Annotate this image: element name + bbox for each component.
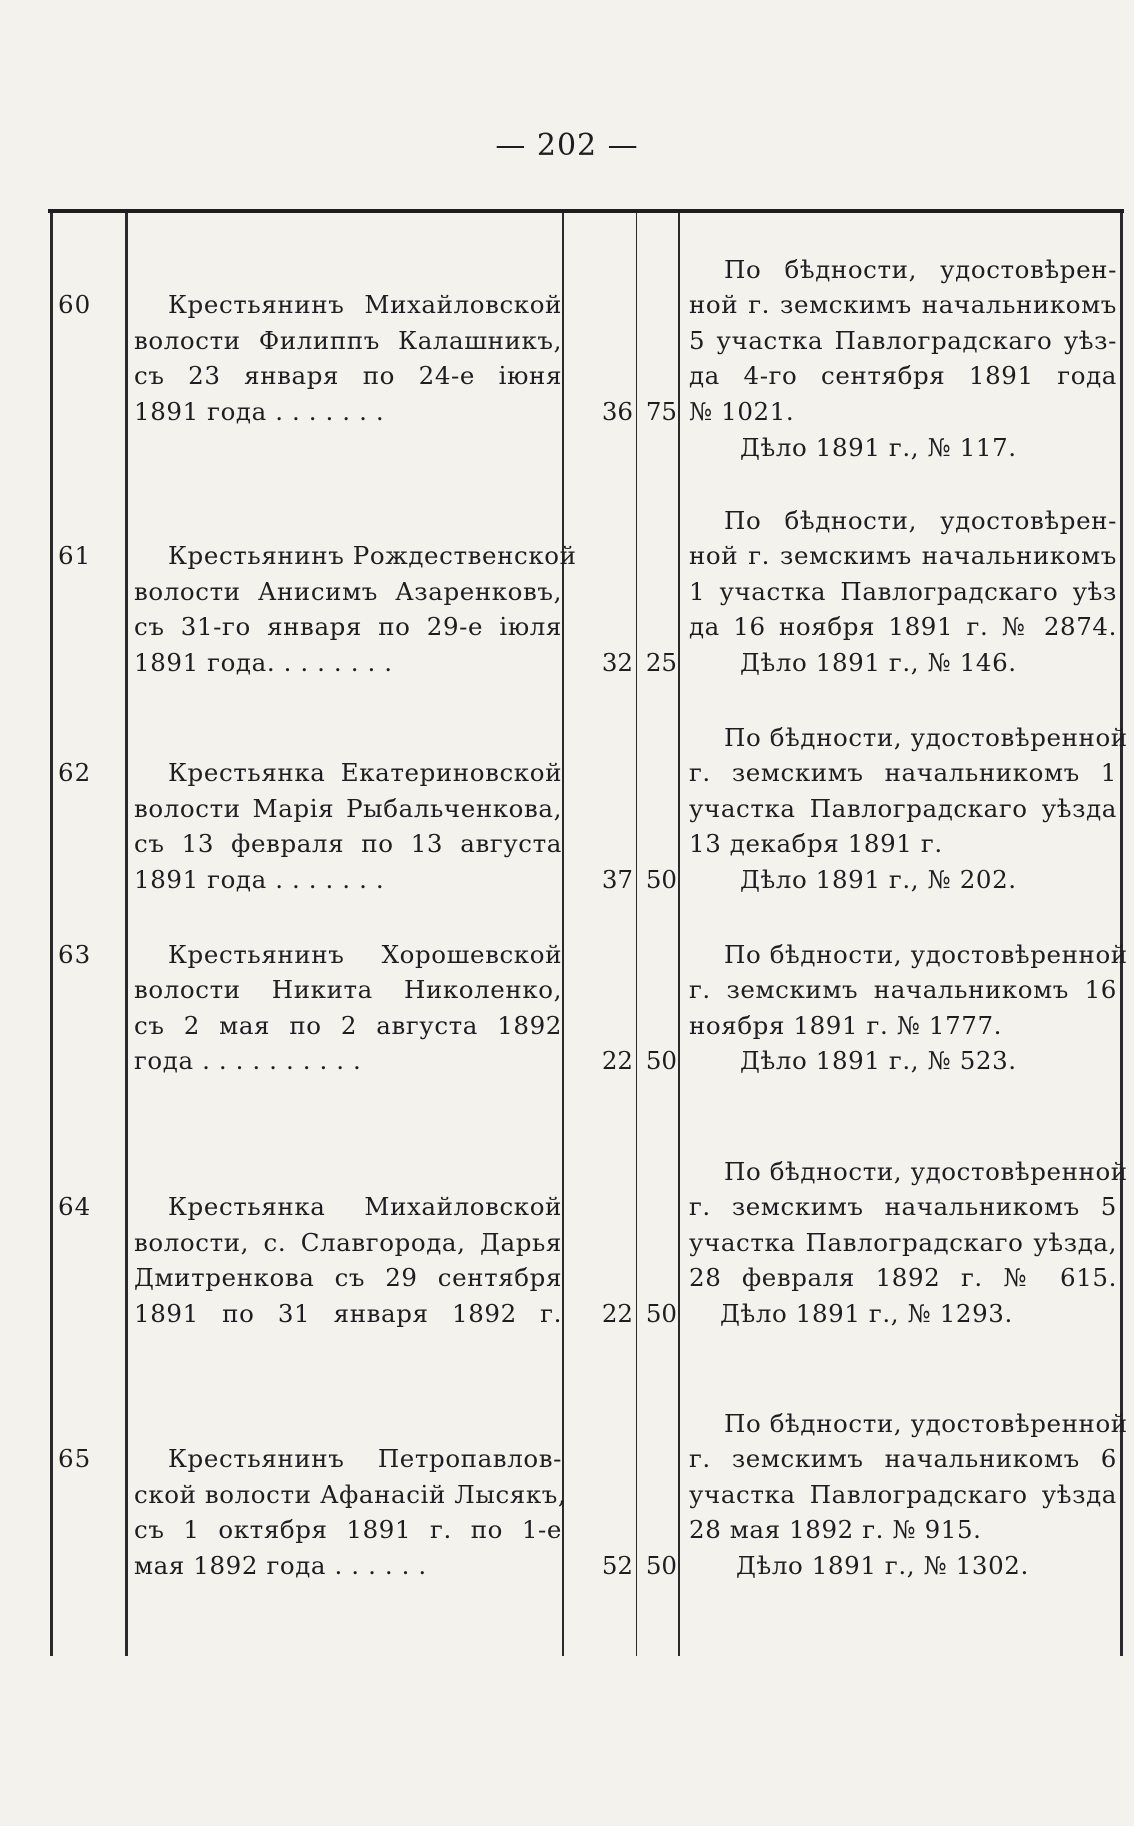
note-line: ной г. земскимъ начальникомъ xyxy=(689,541,1117,570)
entry-number: 65 xyxy=(58,1444,92,1473)
amount-kopecks: 50 xyxy=(645,1299,677,1328)
note-line: По бѣдности, удостовѣренной xyxy=(724,723,1128,752)
table-row xyxy=(0,1154,1134,1370)
case-reference: Дѣло 1891 г., № 202. xyxy=(740,865,1017,894)
note-line: 28 февраля 1892 г. № 615. xyxy=(689,1263,1117,1292)
amount-rubles: 32 xyxy=(601,648,633,677)
entry-number: 63 xyxy=(58,940,92,969)
case-reference: Дѣло 1891 г., № 117. xyxy=(740,433,1017,462)
amount-rubles: 36 xyxy=(601,397,633,426)
entry-number: 61 xyxy=(58,541,92,570)
name-line: Крестьянинъ Михайловской xyxy=(168,290,562,319)
note-line: 28 мая 1892 г. № 915. xyxy=(689,1515,982,1544)
name-line: волости, с. Славгорода, Дарья xyxy=(134,1228,562,1257)
page-number: — 202 — xyxy=(495,128,639,163)
name-line: Крестьянинъ Петропавлов- xyxy=(168,1444,562,1473)
name-line: 1891 года . . . . . . . xyxy=(134,397,385,426)
case-reference: Дѣло 1891 г., № 1293. xyxy=(720,1299,1013,1328)
entry-number: 64 xyxy=(58,1192,92,1221)
name-line: волости Анисимъ Азаренковъ, xyxy=(134,577,562,606)
note-line: участка Павлоградскаго уѣзда xyxy=(689,794,1117,823)
note-line: участка Павлоградскаго уѣзда, xyxy=(689,1228,1117,1257)
table-row xyxy=(0,503,1134,719)
case-reference: Дѣло 1891 г., № 1302. xyxy=(736,1551,1029,1580)
name-line: съ 1 октября 1891 г. по 1-е xyxy=(134,1515,562,1544)
name-line: волости Филиппъ Калашникъ, xyxy=(134,326,562,355)
note-line: г. земскимъ начальникомъ 16 xyxy=(689,975,1117,1004)
amount-rubles: 37 xyxy=(601,865,633,894)
note-line: По бѣдности, удостовѣренной xyxy=(724,1409,1128,1438)
name-line: Крестьянинъ Хорошевской xyxy=(168,940,562,969)
name-line: волости Марія Рыбальченкова, xyxy=(134,794,562,823)
name-line: ской волости Афанасій Лысякъ, xyxy=(134,1480,567,1509)
amount-rubles: 22 xyxy=(601,1299,633,1328)
name-line: Крестьянка Михайловской xyxy=(168,1192,562,1221)
amount-rubles: 52 xyxy=(601,1551,633,1580)
name-line: мая 1892 года . . . . . . xyxy=(134,1551,427,1580)
case-reference: Дѣло 1891 г., № 146. xyxy=(740,648,1017,677)
note-line: ной г. земскимъ начальникомъ xyxy=(689,290,1117,319)
table-row xyxy=(0,937,1134,1153)
note-line: да 4-го сентября 1891 года xyxy=(689,361,1117,390)
note-line: По бѣдности, удостовѣрен- xyxy=(724,255,1117,284)
name-line: года . . . . . . . . . . xyxy=(134,1046,362,1075)
amount-kopecks: 50 xyxy=(645,865,677,894)
entry-number: 60 xyxy=(58,290,92,319)
case-reference: Дѣло 1891 г., № 523. xyxy=(740,1046,1017,1075)
entry-number: 62 xyxy=(58,758,92,787)
name-line: волости Никита Николенко, xyxy=(134,975,562,1004)
amount-kopecks: 25 xyxy=(645,648,677,677)
note-line: По бѣдности, удостовѣрен- xyxy=(724,506,1117,535)
note-line: г. земскимъ начальникомъ 1 xyxy=(689,758,1117,787)
name-line: Крестьянинъ Рождественской xyxy=(168,541,577,570)
note-line: 1 участка Павлоградскаго уѣз xyxy=(689,577,1117,606)
note-line: По бѣдности, удостовѣренной xyxy=(724,1157,1128,1186)
amount-kopecks: 75 xyxy=(645,397,677,426)
note-line: ноября 1891 г. № 1777. xyxy=(689,1011,1003,1040)
note-line: По бѣдности, удостовѣренной xyxy=(724,940,1128,969)
name-line: Дмитренкова съ 29 сентября xyxy=(134,1263,562,1292)
name-line: 1891 года. . . . . . . . xyxy=(134,648,393,677)
name-line: съ 31-го января по 29-е іюля xyxy=(134,612,562,641)
note-line: участка Павлоградскаго уѣзда xyxy=(689,1480,1117,1509)
note-line: № 1021. xyxy=(689,397,795,426)
name-line: съ 13 февраля по 13 августа xyxy=(134,829,562,858)
amount-kopecks: 50 xyxy=(645,1046,677,1075)
name-line: съ 23 января по 24-е іюня xyxy=(134,361,562,390)
note-line: 13 декабря 1891 г. xyxy=(689,829,943,858)
table-top-rule xyxy=(48,209,1124,213)
amount-rubles: 22 xyxy=(601,1046,633,1075)
table-row xyxy=(0,720,1134,936)
table-row xyxy=(0,252,1134,468)
note-line: г. земскимъ начальникомъ 5 xyxy=(689,1192,1117,1221)
name-line: Крестьянка Екатериновской xyxy=(168,758,562,787)
name-line: 1891 по 31 января 1892 г. xyxy=(134,1299,562,1328)
name-line: съ 2 мая по 2 августа 1892 xyxy=(134,1011,562,1040)
name-line: 1891 года . . . . . . . xyxy=(134,865,385,894)
note-line: да 16 ноября 1891 г. № 2874. xyxy=(689,612,1117,641)
note-line: 5 участка Павлоградскаго уѣз- xyxy=(689,326,1117,355)
table-row xyxy=(0,1406,1134,1622)
note-line: г. земскимъ начальникомъ 6 xyxy=(689,1444,1117,1473)
amount-kopecks: 50 xyxy=(645,1551,677,1580)
